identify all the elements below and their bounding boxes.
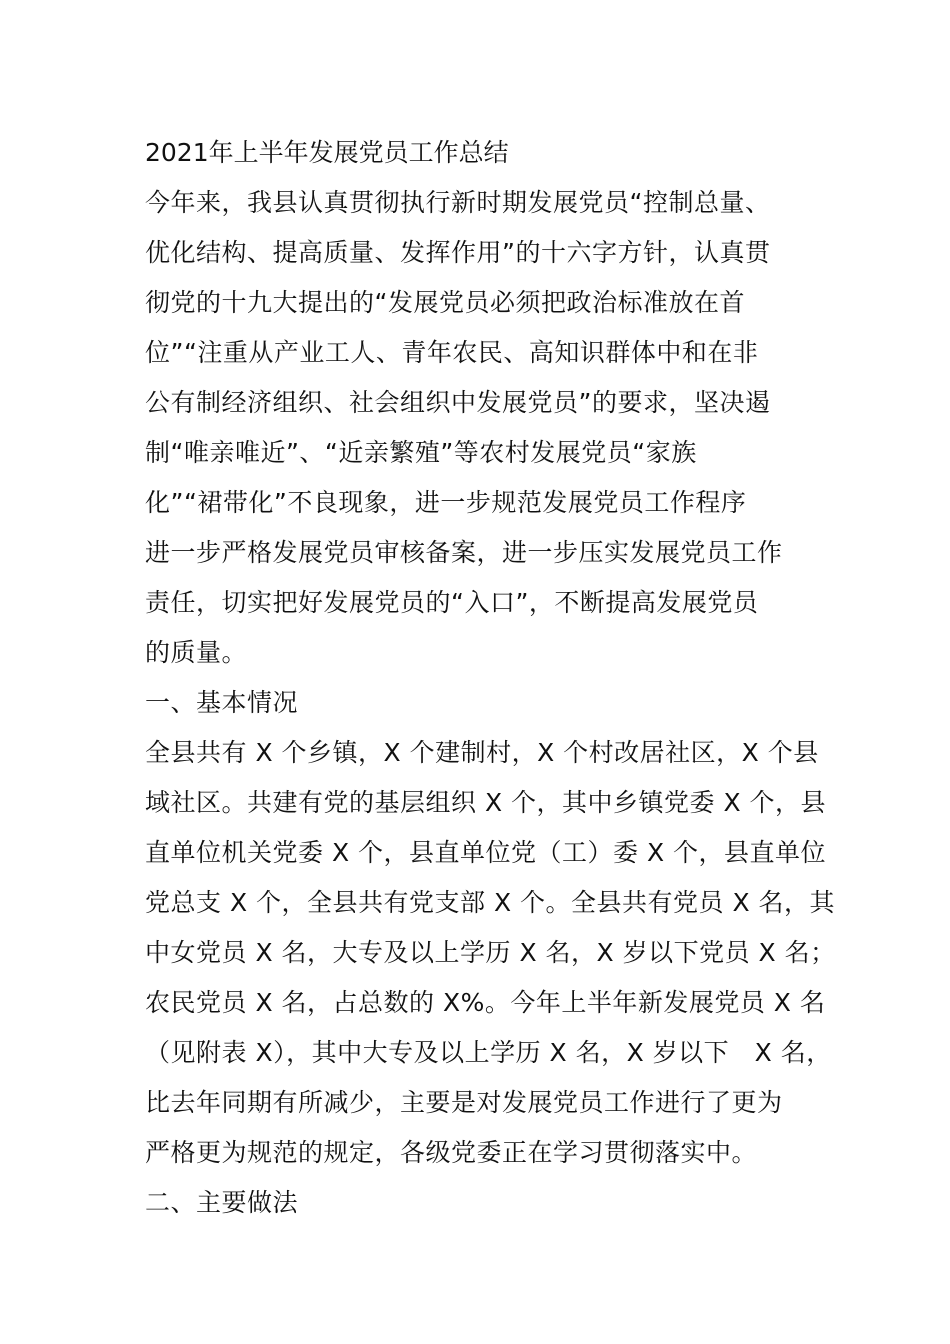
intro-line: 彻党的十九大提出的“发展党员必须把政治标准放在首: [145, 288, 745, 317]
intro-line: 位”“注重从产业工人、青年农民、高知识群体中和在非: [145, 338, 759, 367]
section-heading-main-practices: 二、主要做法: [145, 1188, 299, 1217]
section1-line: 全县共有 X 个乡镇，X 个建制村，X 个村改居社区，X 个县: [145, 738, 819, 767]
intro-line: 化”“裙带化”不良现象，进一步规范发展党员工作程序: [145, 488, 747, 517]
intro-line: 制“唯亲唯近”、“近亲繁殖”等农村发展党员“家族: [145, 438, 697, 467]
intro-line: 责任，切实把好发展党员的“入口”，不断提高发展党员: [145, 588, 759, 617]
section1-line: 中女党员 X 名，大专及以上学历 X 名，X 岁以下党员 X 名；: [145, 938, 836, 967]
intro-line: 的质量。: [145, 638, 248, 667]
intro-paragraph: [145, 178, 845, 678]
document-title: 2021年上半年发展党员工作总结: [145, 138, 509, 167]
intro-line: 今年来，我县认真贯彻执行新时期发展党员“控制总量、: [145, 188, 771, 217]
section1-line: 严格更为规范的规定，各级党委正在学习贯彻落实中。: [145, 1138, 758, 1167]
section1-line: （见附表 X），其中大专及以上学历 X 名，X 岁以下 X 名，: [145, 1038, 832, 1067]
section1-line: 直单位机关党委 X 个，县直单位党（工）委 X 个，县直单位: [145, 838, 827, 867]
section-heading-basic-situation: 一、基本情况: [145, 688, 299, 717]
section1-line: 党总支 X 个，全县共有党支部 X 个。全县共有党员 X 名，其: [145, 888, 836, 917]
section1-line: 域社区。共建有党的基层组织 X 个，其中乡镇党委 X 个，县: [145, 788, 827, 817]
intro-line: 进一步严格发展党员审核备案，进一步压实发展党员工作: [145, 538, 783, 567]
document-body: [145, 128, 845, 1228]
section1-line: 农民党员 X 名，占总数的 X%。今年上半年新发展党员 X 名: [145, 988, 826, 1017]
section1-line: 比去年同期有所减少，主要是对发展党员工作进行了更为: [145, 1088, 783, 1117]
basic-situation-paragraph: [145, 728, 845, 1178]
intro-line: 优化结构、提高质量、发挥作用”的十六字方针，认真贯: [145, 238, 771, 267]
intro-line: 公有制经济组织、社会组织中发展党员”的要求，坚决遏: [145, 388, 771, 417]
